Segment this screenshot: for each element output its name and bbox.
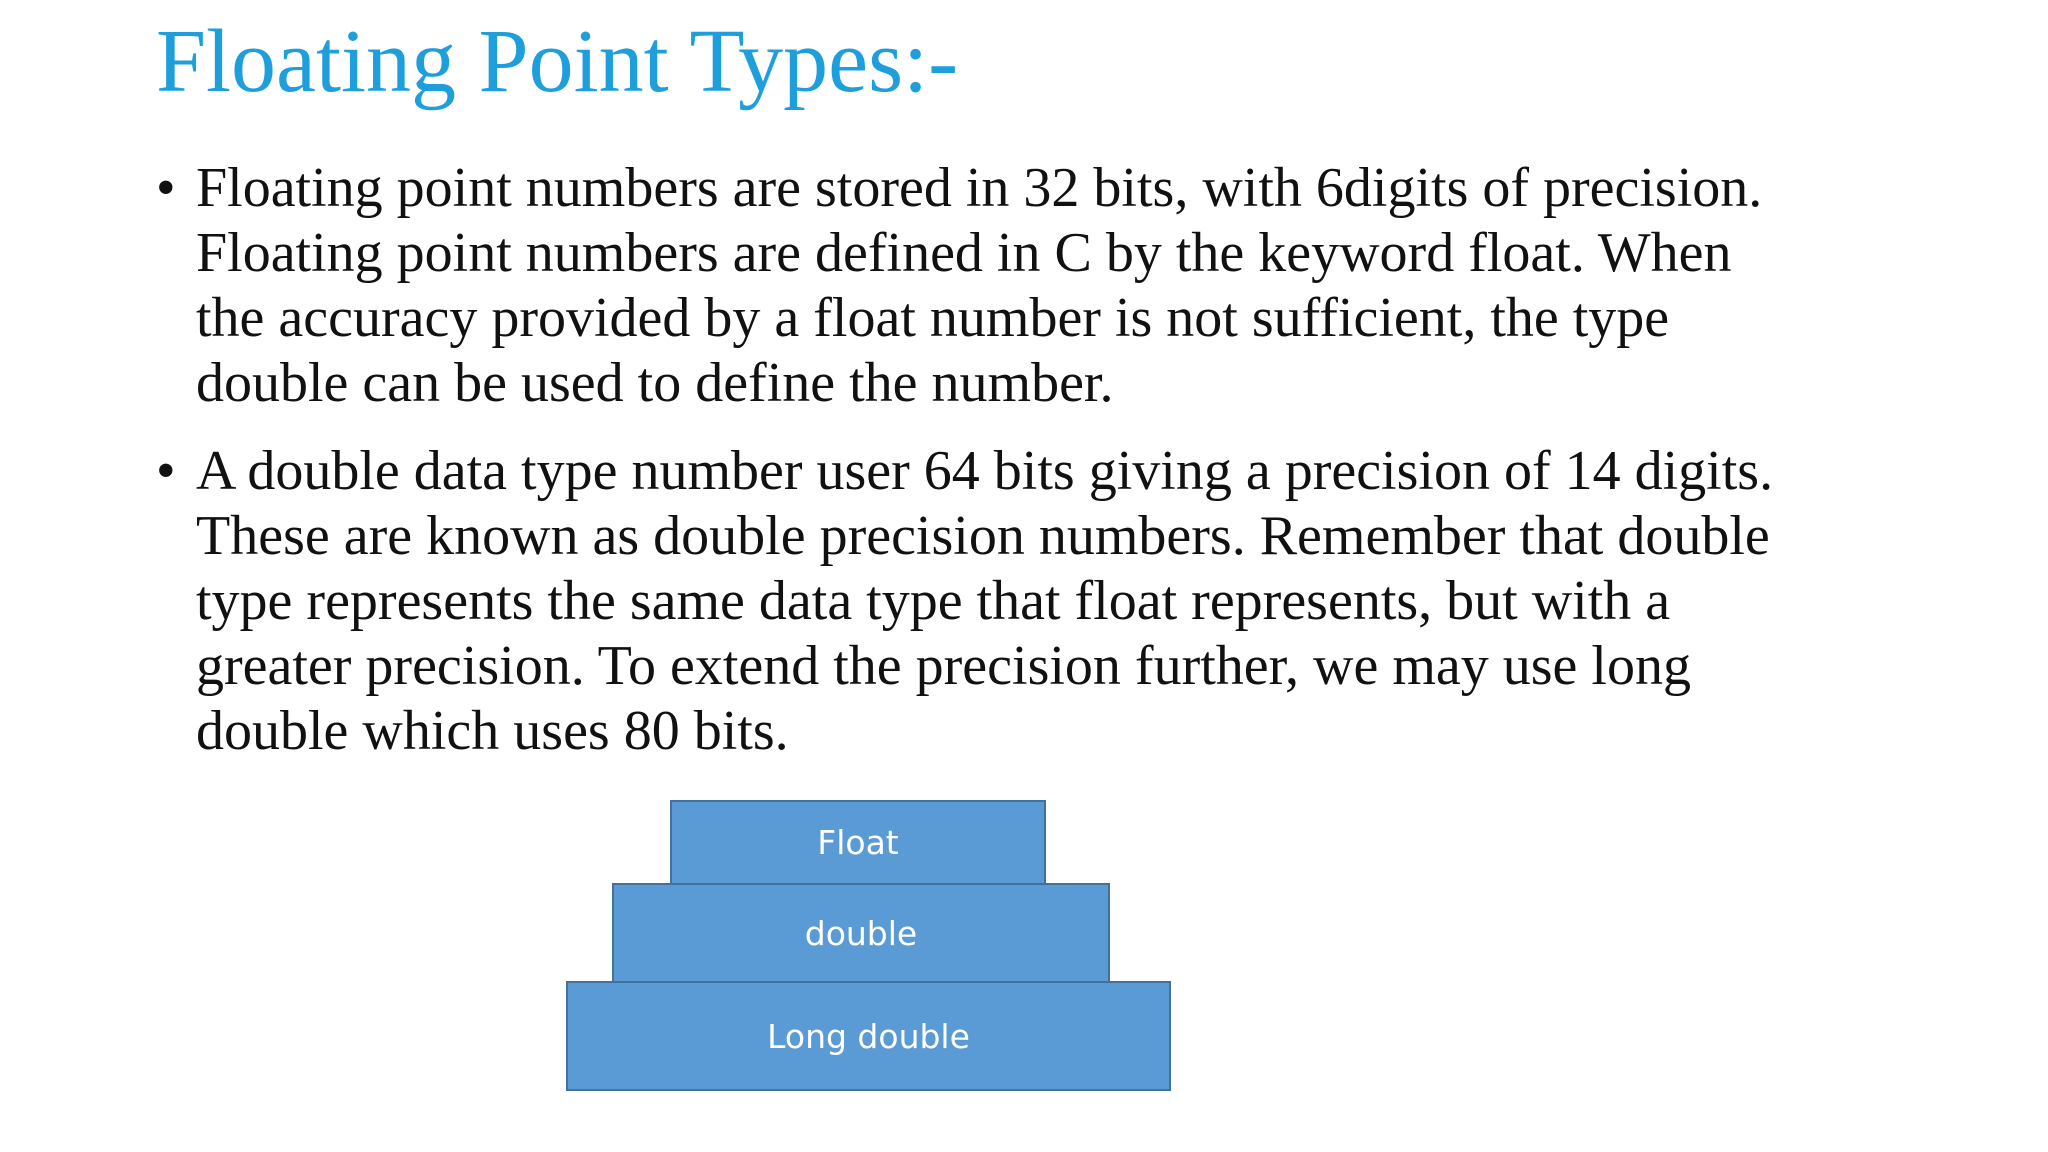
bullet-text-line: double which uses 80 bits.	[196, 700, 789, 762]
bullet-text-line: A double data type number user 64 bits giving a precision of 14 digits.	[196, 440, 1774, 502]
bullet-text-line: These are known as double precision numbers. Remember that double	[196, 505, 1770, 567]
bullet-list	[156, 156, 1916, 764]
pyramid-tier-long-double: Long double	[566, 981, 1171, 1091]
pyramid-tier-double: double	[612, 883, 1110, 983]
slide-title: Floating Point Types:-	[156, 12, 959, 111]
bullet-text-line: Floating point numbers are stored in 32 bits, with 6digits of precision.	[196, 157, 1763, 219]
bullet-text-line: type represents the same data type that float represents, but with a	[196, 570, 1671, 632]
pyramid-tier-float: Float	[670, 800, 1046, 885]
bullet-dot: •	[156, 440, 176, 502]
bullet-dot: •	[156, 157, 176, 219]
bullet-text-line: the accuracy provided by a float number is not sufficient, the type	[196, 287, 1670, 349]
bullet-text-line: greater precision. To extend the precision further, we may use long	[196, 635, 1691, 697]
bullet-text-line: double can be used to define the number.	[196, 352, 1114, 414]
bullet-text-line: Floating point numbers are defined in C by the keyword float. When	[196, 222, 1732, 284]
bullet-item	[156, 156, 1916, 416]
bullet-item	[156, 439, 1916, 764]
